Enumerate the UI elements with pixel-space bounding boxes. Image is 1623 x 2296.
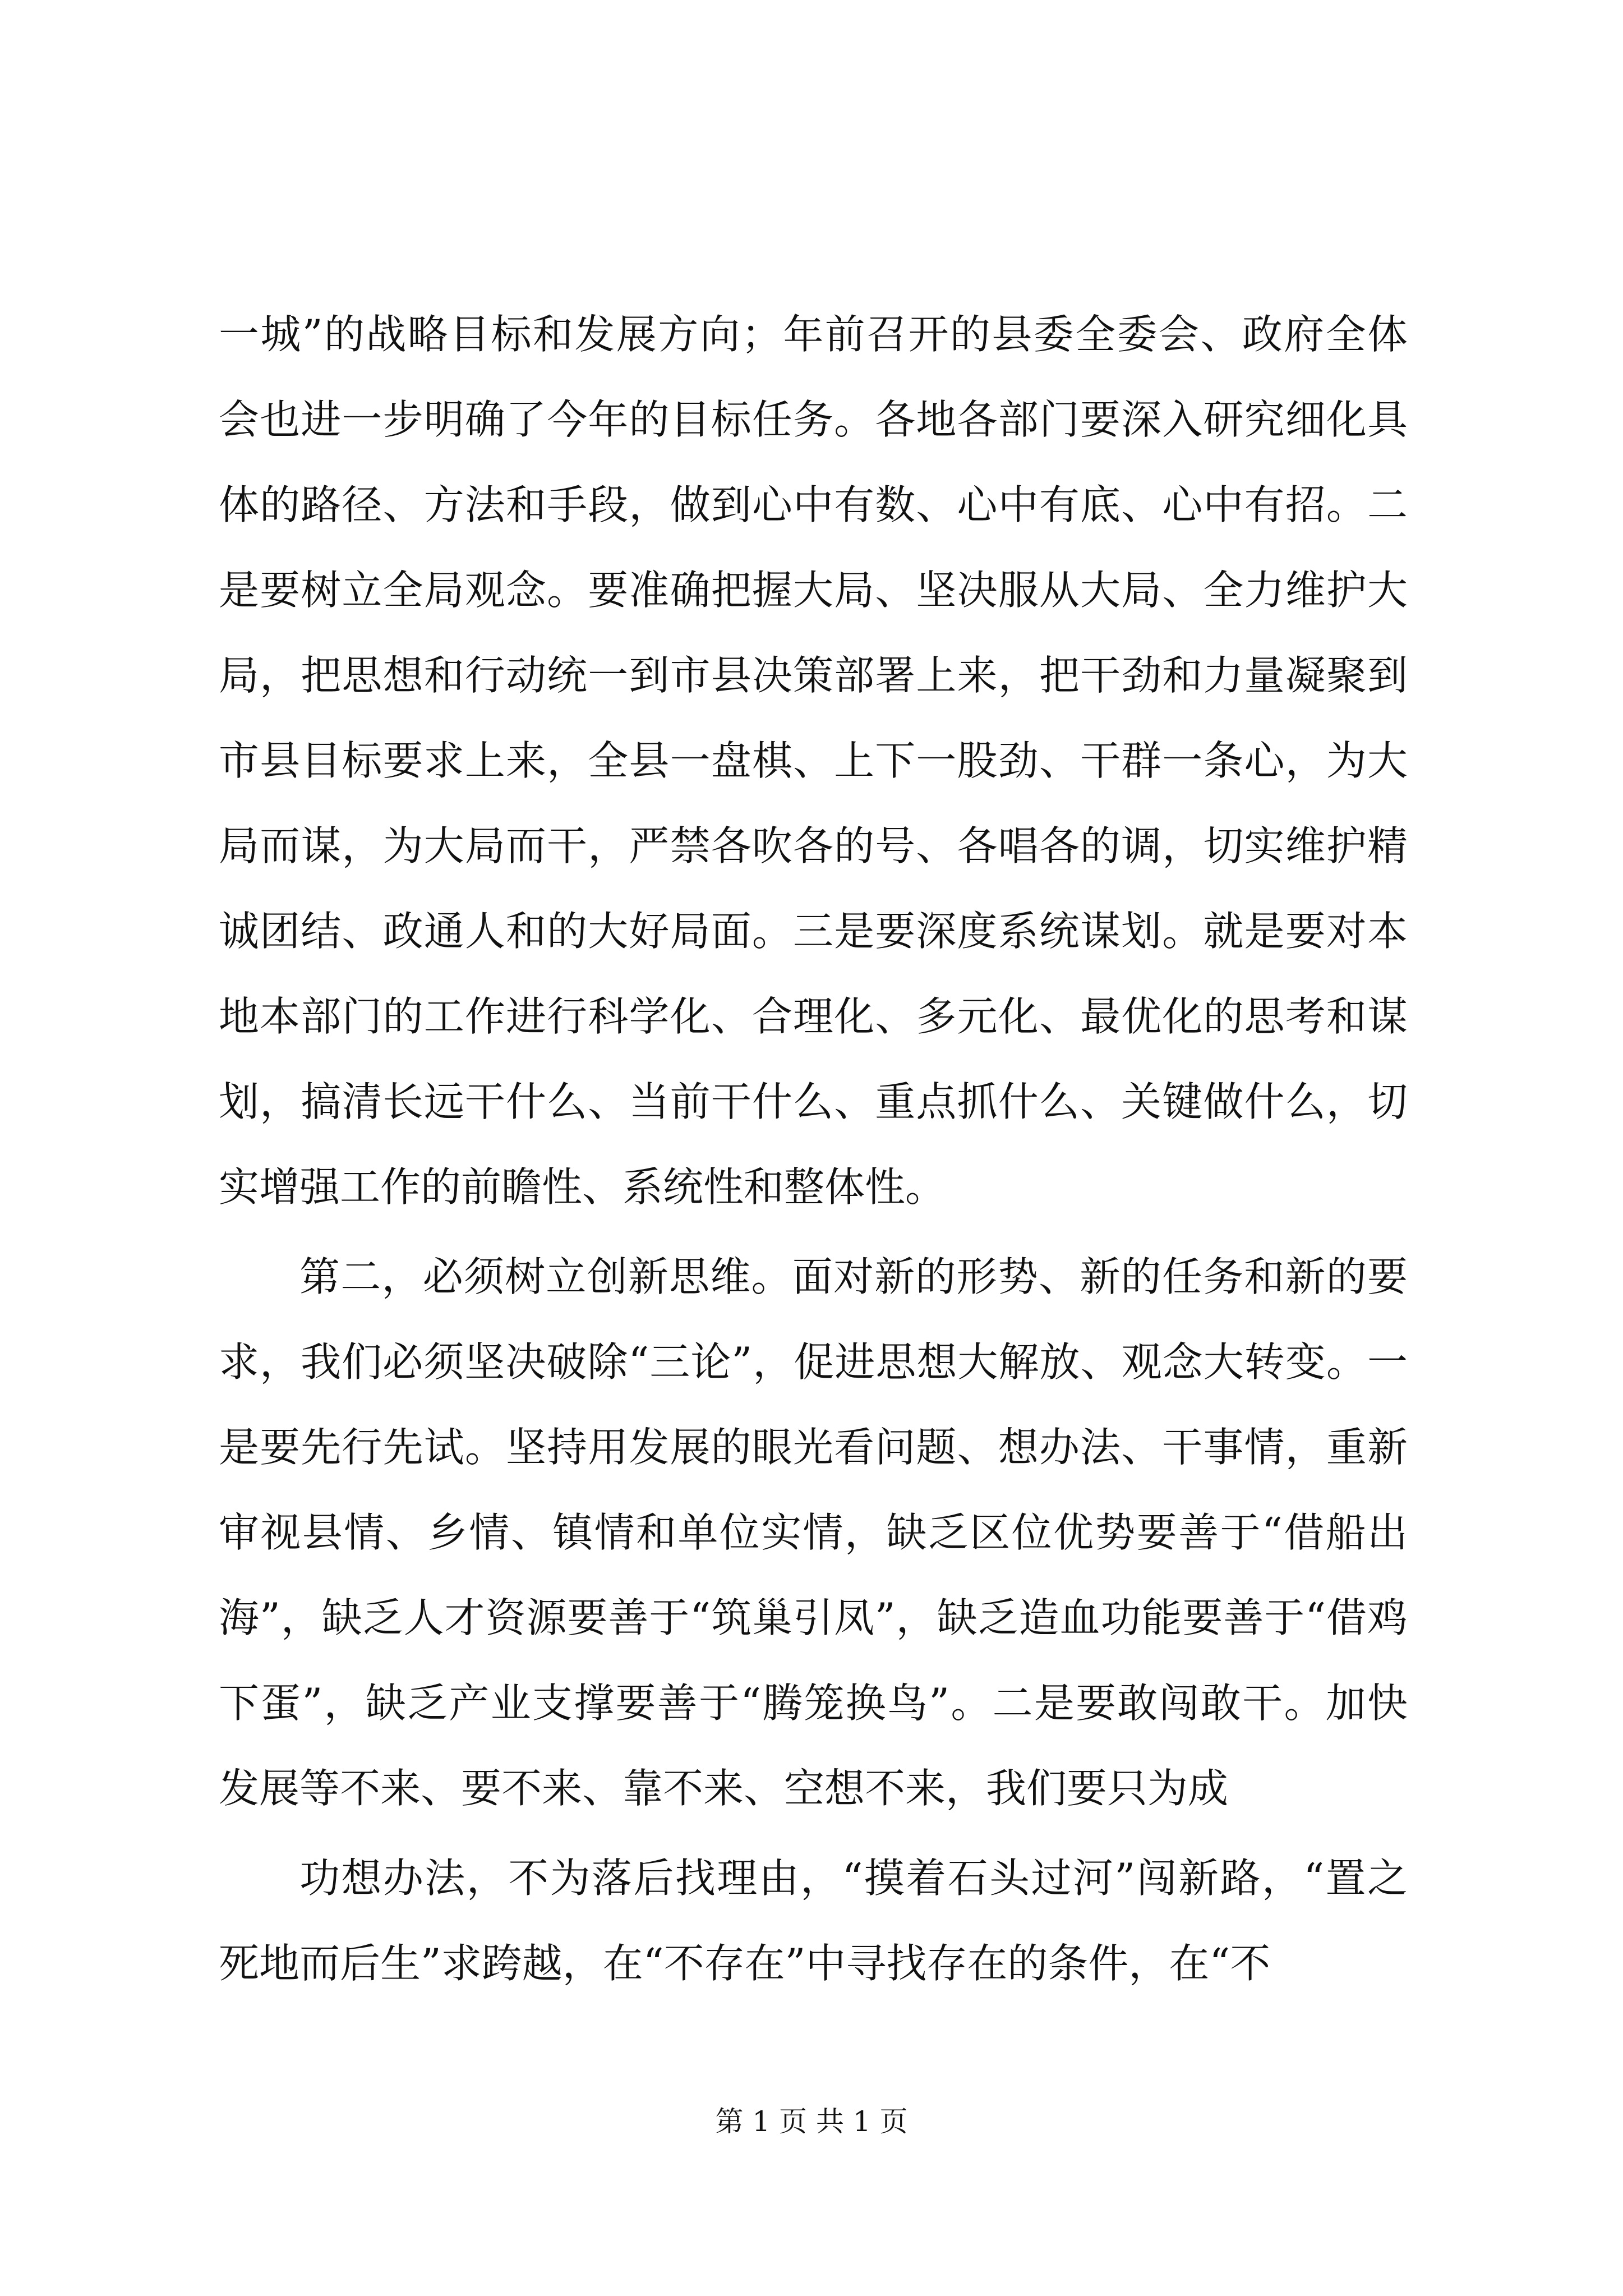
paragraph-3: 功想办法，不为落后找理由，“摸着石头过河”闯新路，“置之死地而后生”求跨越，在“不存在”中寻找存在的条件，在“不 <box>219 1855 1408 1987</box>
document-body <box>219 292 1408 2006</box>
paragraph-2: 第二，必须树立创新思维。面对新的形势、新的任务和新的要求，我们必须坚决破除“三论”，促进思想大解放、观念大转变。一是要先行先试。坚持用发展的眼光看问题、想办法、干事情，重新审视县情、乡情、镇情和单位实情，缺乏区位优势要善于“借船出海”，缺乏人才资源要善于“筑巢引凤”，缺乏造血功能要善于“借鸡下蛋”，缺乏产业支撑要善于“腾笼换鸟”。二是要敢闯敢干。加快发展等不来、要不来、靠不来、空想不来，我们要只为成 <box>219 1253 1408 1812</box>
paragraph-1: 一城”的战略目标和发展方向；年前召开的县委全委会、政府全体会也进一步明确了今年的目标任务。各地各部门要深入研究细化具体的路径、方法和手段，做到心中有数、心中有底、心中有招。二是要树立全局观念。要准确把握大局、坚决服从大局、全力维护大局，把思想和行动统一到市县决策部署上来，把干劲和力量凝聚到市县目标要求上来，全县一盘棋、上下一股劲、干群一条心，为大局而谋，为大局而干，严禁各吹各的号、各唱各的调，切实维护精诚团结、政通人和的大好局面。三是要深度系统谋划。就是要对本地本部门的工作进行科学化、合理化、多元化、最优化的思考和谋划，搞清长远干什么、当前干什么、重点抓什么、关键做什么，切实增强工作的前瞻性、系统性和整体性。 <box>219 311 1408 1211</box>
page-footer: 第 1 页 共 1 页 <box>715 2105 908 2138</box>
